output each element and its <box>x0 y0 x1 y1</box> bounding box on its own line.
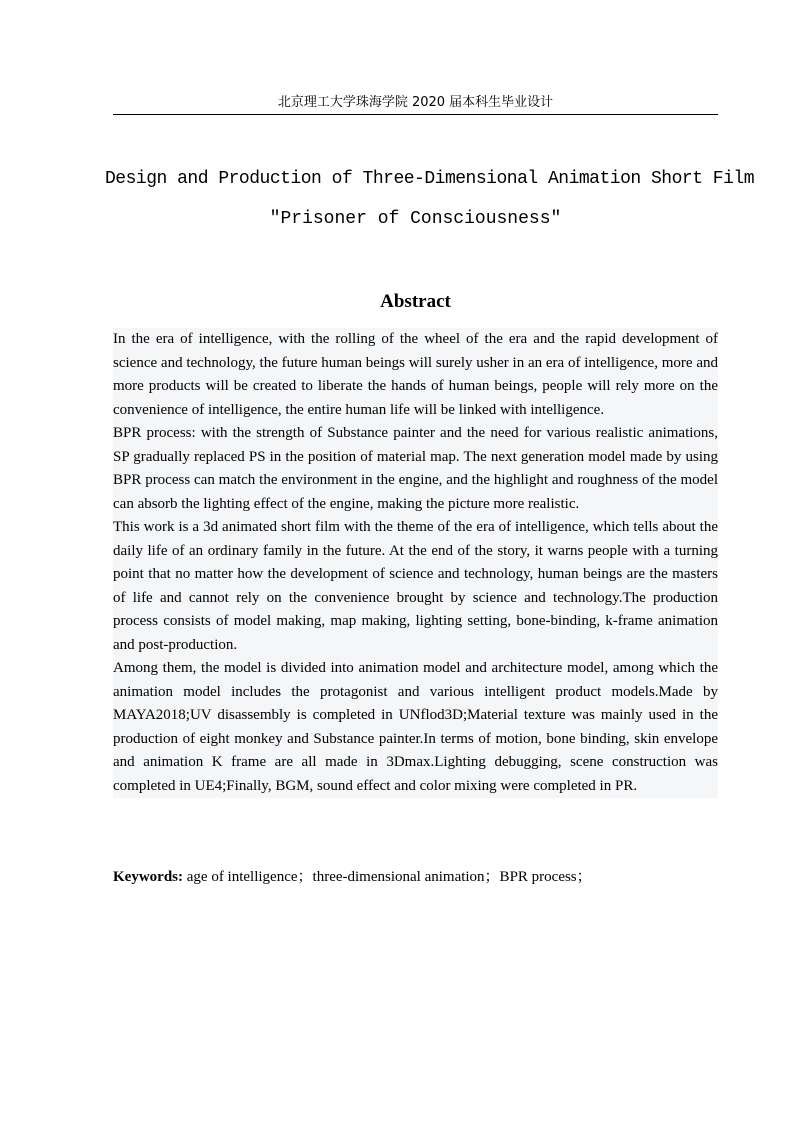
thesis-title-line-2: "Prisoner of Consciousness" <box>269 209 562 229</box>
abstract-paragraph-2: BPR process: with the strength of Substance painter and the need for various realistic animations, SP gradually replaced PS in the position of material map. The next generation model made by using BPR process can match the environment in the engine, and the highlight and roughness of the model can absorb the lighting effect of the engine, making the picture more realistic. <box>113 425 718 512</box>
keywords-line <box>113 866 718 890</box>
abstract-heading: Abstract <box>380 291 451 312</box>
running-header: 北京理工大学珠海学院 2020 届本科生毕业设计 <box>277 95 554 110</box>
abstract-paragraph-1: In the era of intelligence, with the rolling of the wheel of the era and the rapid development of science and technology, the future human beings will surely usher in an era of intelligence, more and more products will be created to liberate the hands of human beings, people will rely more on the convenience of intelligence, the entire human life will be linked with intelligence. <box>113 331 718 418</box>
thesis-title-line-1: Design and Production of Three-Dimensional Animation Short Film <box>105 169 755 189</box>
abstract-paragraph-4: Among them, the model is divided into animation model and architecture model, among which the animation model includes the protagonist and various intelligent product models.Made by MAYA2018;UV disassembly is completed in UNflod3D;Material texture was mainly used in the production of eight monkey and Substance painter.In terms of motion, bone binding, skin envelope and animation K frame are all made in 3Dmax.Lighting debugging, scene construction was completed in UE4;Finally, BGM, sound effect and color mixing were completed in PR. <box>113 660 718 794</box>
abstract-body <box>113 328 718 798</box>
keywords-label: Keywords: <box>113 869 183 885</box>
keywords-text: age of intelligence；three-dimensional animation；BPR process； <box>186 869 592 885</box>
abstract-paragraph-3: This work is a 3d animated short film with the theme of the era of intelligence, which tells about the daily life of an ordinary family in the future. At the end of the story, it warns people with a turning point that no matter how the development of science and technology, human beings are the masters of life and cannot rely on the convenience brought by science and technology.The production process consists of model making, map making, lighting setting, bone-binding, k-frame animation and post-production. <box>113 519 718 653</box>
header-divider <box>113 114 718 115</box>
